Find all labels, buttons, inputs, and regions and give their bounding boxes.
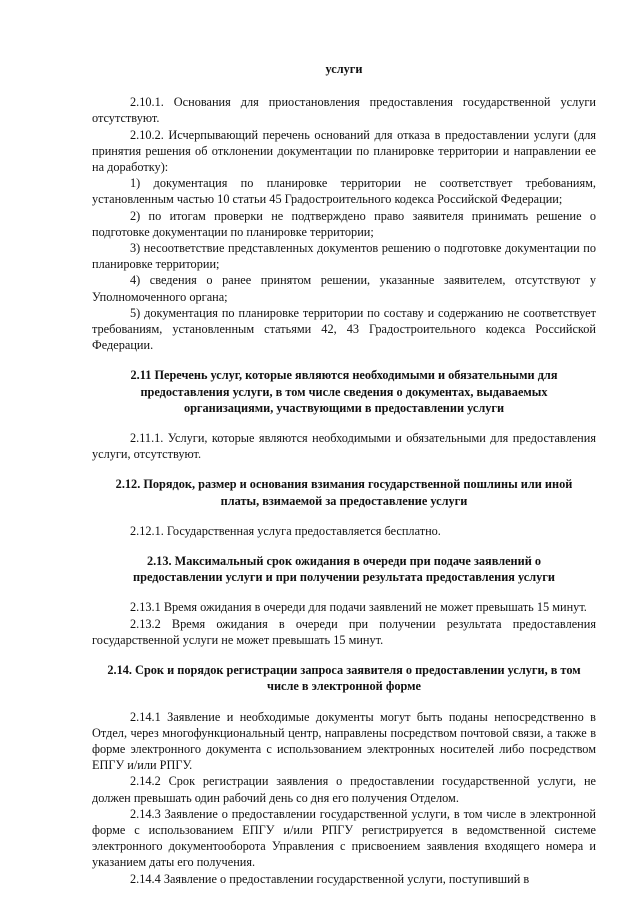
paragraph-2-13-2: 2.13.2 Время ожидания в очереди при получении результата предоставления государственной услуги не может превышать 15 минут. bbox=[92, 616, 596, 647]
document-page bbox=[92, 57, 596, 887]
paragraph-2-11-1: 2.11.1. Услуги, которые являются необходимыми и обязательными для предоставления услуги, отсутствуют. bbox=[92, 431, 596, 462]
heading-2-11: 2.11 Перечень услуг, которые являются необходимыми и обязательными для предоставления услуги, в том числе сведения о документах, выдаваемых организациями, участвующими в предоставлении услуги bbox=[130, 368, 558, 415]
list-item-3: 3) несоответствие представленных документов решению о подготовке документации по планировке территории; bbox=[92, 241, 596, 272]
paragraph-2-13-1: 2.13.1 Время ожидания в очереди для подачи заявлений не может превышать 15 минут. bbox=[130, 600, 587, 615]
list-item-5: 5) документация по планировке территории по составу и содержанию не соответствует требованиям, установленным статьями 42, 43 Градостроительного кодекса Российской Федерации. bbox=[92, 305, 596, 353]
paragraph-2-14-1: 2.14.1 Заявление и необходимые документы могут быть поданы непосредственно в Отдел, через многофункциональный центр, направлены посредством почтовой связи, а также в форме электронного документа с использованием электронных носителей либо посредством ЕПГУ и/или РПГУ. bbox=[92, 709, 596, 773]
paragraph-2-10-1: 2.10.1. Основания для приостановления предоставления государственной услуги отсутствуют. bbox=[92, 95, 596, 126]
paragraph-2-14-4: 2.14.4 Заявление о предоставлении государственной услуги, поступивший в bbox=[130, 871, 530, 886]
heading-2-12: 2.12. Порядок, размер и основания взимания государственной пошлины или иной платы, взимаемой за предоставление услуги bbox=[115, 477, 573, 508]
heading-2-14: 2.14. Срок и порядок регистрации запроса заявителя о предоставлении услуги, в том числе в электронной форме bbox=[107, 663, 581, 694]
paragraph-2-14-3: 2.14.3 Заявление о предоставлении государственной услуги, в том числе в электронной форме с использованием ЕПГУ и/или РПГУ регистрируется в ведомственной системе электронного документооборота Управления с присвоением заявления входящего номера и указанием даты его получения. bbox=[92, 806, 596, 870]
paragraph-2-14-2: 2.14.2 Срок регистрации заявления о предоставлении государственной услуги, не должен превышать один рабочий день со дня его получения Отделом. bbox=[92, 774, 596, 805]
heading-2-13: 2.13. Максимальный срок ожидания в очереди при подаче заявлений о предоставлении услуги и при получении результата предоставления услуги bbox=[133, 554, 555, 585]
paragraph-2-10-2: 2.10.2. Исчерпывающий перечень оснований для отказа в предоставлении услуги (для принятия решения об отклонении документации по планировке территории и направлении ее на доработку): bbox=[92, 127, 596, 175]
list-item-2: 2) по итогам проверки не подтверждено право заявителя принимать решение о подготовке документации по планировке территории; bbox=[92, 208, 596, 239]
list-item-4: 4) сведения о ранее принятом решении, указанные заявителем, отсутствуют у Уполномоченного органа; bbox=[92, 273, 596, 304]
list-item-1: 1) документация по планировке территории не соответствует требованиям, установленным частью 10 статьи 45 Градостроительного кодекса Российской Федерации; bbox=[92, 176, 596, 207]
section-heading-continuation: услуги bbox=[325, 62, 363, 76]
paragraph-2-12-1: 2.12.1. Государственная услуга предоставляется бесплатно. bbox=[130, 523, 441, 538]
